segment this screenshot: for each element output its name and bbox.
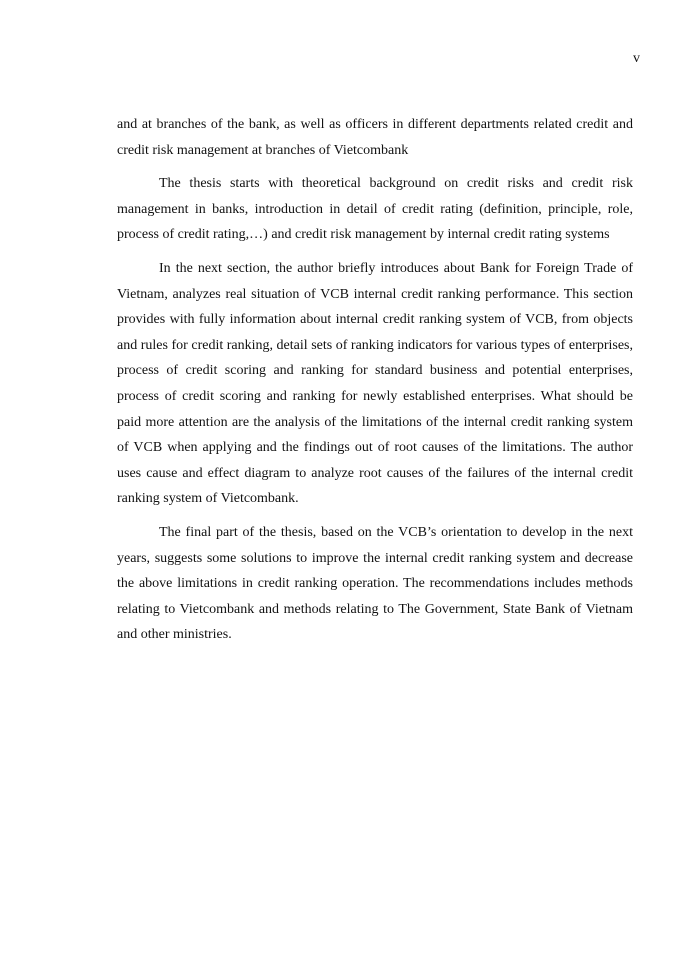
paragraph-thesis-background: The thesis starts with theoretical background on credit risks and credit risk management in banks, introduction in detail of credit rating (definition, principle, role, process of credit rating,…) and credit risk management by internal credit rating systems — [117, 176, 633, 243]
body-text — [117, 112, 633, 656]
paragraph-continuation: and at branches of the bank, as well as officers in different departments related credit and credit risk management at branches of Vietcombank — [117, 117, 633, 158]
paragraph-recommendations: The final part of the thesis, based on the VCB’s orientation to develop in the next years, suggests some solutions to improve the internal credit ranking system and decrease the above limitations in credit ranking operation. The recommendations includes methods relating to Vietcombank and methods relating to The Government, State Bank of Vietnam and other ministries. — [117, 524, 633, 643]
page-number: v — [633, 51, 640, 66]
paragraph-vcb-analysis: In the next section, the author briefly introduces about Bank for Foreign Trade of Vietnam, analyzes real situation of VCB internal credit ranking performance. This section provides with fully information about internal credit ranking system of VCB, from objects and rules for credit ranking, detail sets of ranking indicators for various types of enterprises, process of credit scoring and ranking for standard business and potential enterprises, process of credit scoring and ranking for newly established enterprises. What should be paid more attention are the analysis of the limitations of the internal credit ranking system of VCB when applying and the findings out of root causes of the limitations. The author uses cause and effect diagram to analyze root causes of the failures of the internal credit ranking system of Vietcombank. — [117, 260, 633, 507]
